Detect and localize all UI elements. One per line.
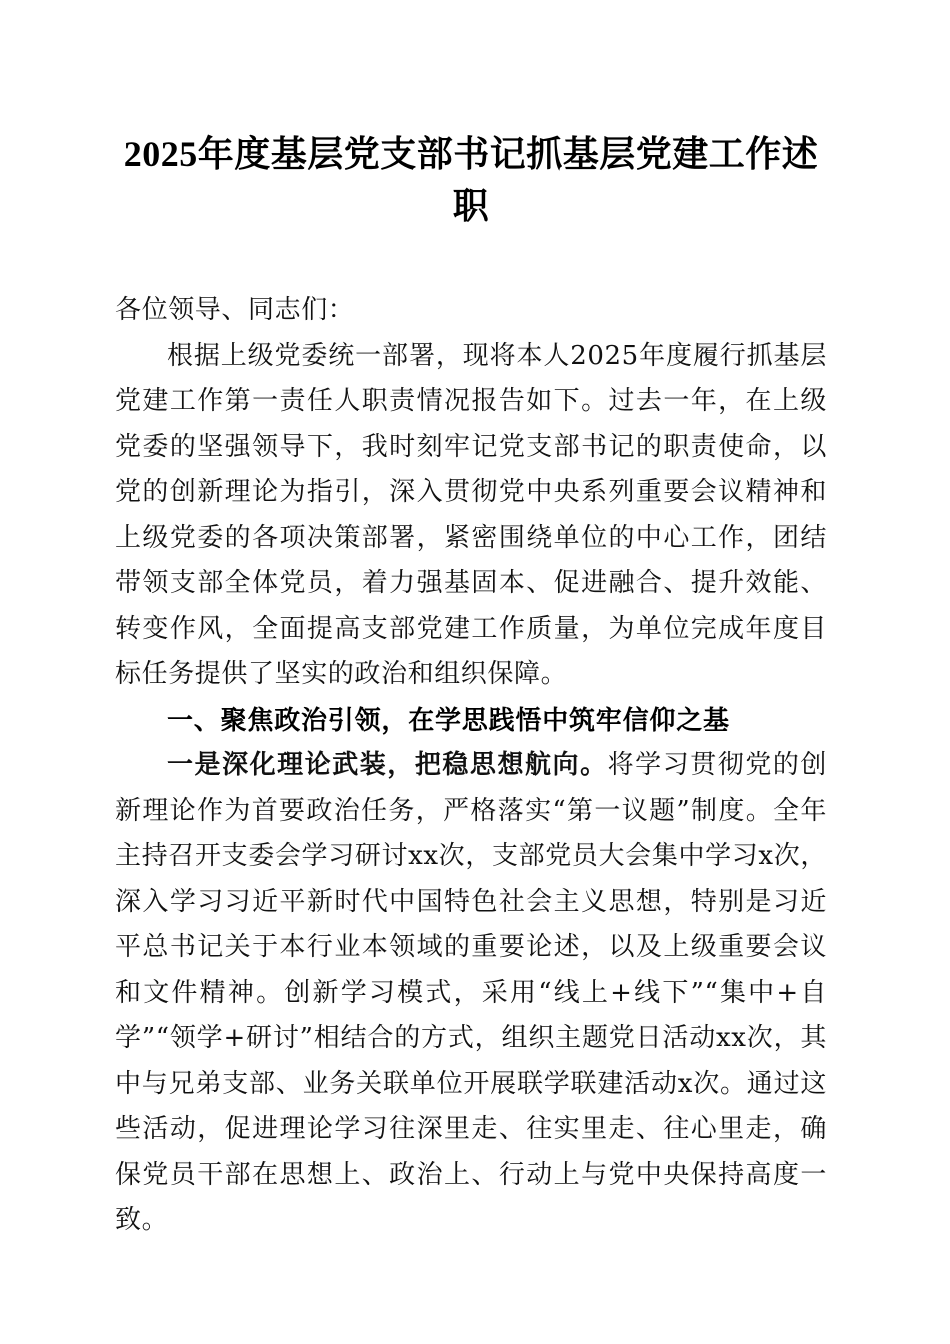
section-1-paragraph-1 — [115, 743, 827, 1244]
salutation-paragraph: 各位领导、同志们： — [115, 295, 355, 325]
page-title: 2025年度基层党支部书记抓基层党建工作述职 — [123, 134, 819, 226]
section-1-paragraph-1-text: 将学习贯彻党的创新理论作为首要政治任务，严格落实“第一议题”制度。全年主持召开支委会学习研讨xx次，支部党员大会集中学习x次，深入学习习近平新时代中国特色社会主义思想，特别是习近平总书记关于本行业本领域的重要论述，以及上级重要会议和文件精神。创新学习模式，采用“线上+线下”“集中+自学”“领学+研讨”相结合的方式，组织主题党日活动xx次，其中与兄弟支部、业务关联单位开展联学联建活动x次。通过这些活动，促进理论学习往深里走、往实里走、往心里走，确保党员干部在思想上、政治上、行动上与党中央保持高度一致。 — [115, 750, 827, 1235]
section-1-paragraph-1-lead: 一是深化理论武装，把稳思想航向。 — [167, 750, 608, 780]
document-content — [115, 0, 827, 1244]
section-heading-1: 一、聚焦政治引领，在学思践悟中筑牢信仰之基 — [167, 704, 730, 735]
intro-paragraph: 根据上级党委统一部署，现将本人2025年度履行抓基层党建工作第一责任人职责情况报告如下。过去一年，在上级党委的坚强领导下，我时刻牢记党支部书记的职责使命，以党的创新理论为指引，深入贯彻党中央系列重要会议精神和上级党委的各项决策部署，紧密围绕单位的中心工作，团结带领支部全体党员，着力强基固本、促进融合、提升效能、转变作风，全面提高支部党建工作质量，为单位完成年度目标任务提供了坚实的政治和组织保障。 — [115, 340, 827, 689]
